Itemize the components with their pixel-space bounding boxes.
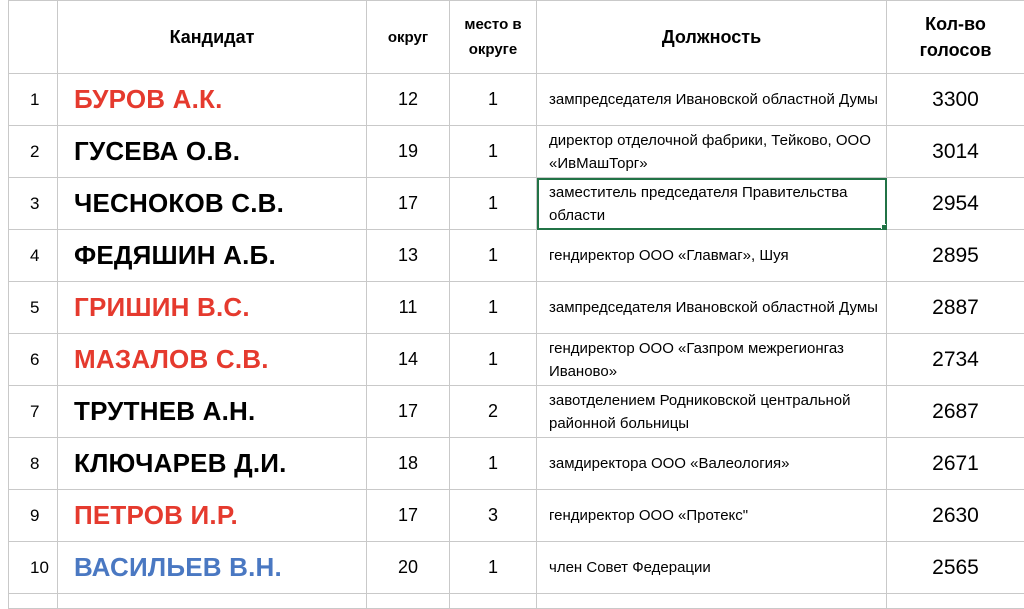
- empty-cell[interactable]: [9, 594, 58, 609]
- position-cell[interactable]: гендиректор ООО «Главмаг», Шуя: [537, 230, 887, 282]
- place-cell[interactable]: 1: [450, 126, 537, 178]
- table-row: [9, 282, 1024, 334]
- header-row: [9, 1, 1024, 74]
- table-row: [9, 438, 1024, 490]
- empty-cell[interactable]: [537, 594, 887, 609]
- table-row: [9, 490, 1024, 542]
- district-cell[interactable]: 11: [367, 282, 450, 334]
- row-number-cell[interactable]: 10: [9, 542, 58, 594]
- empty-cell[interactable]: [887, 594, 1024, 609]
- place-cell[interactable]: 1: [450, 542, 537, 594]
- place-cell[interactable]: 3: [450, 490, 537, 542]
- candidate-name-cell[interactable]: ФЕДЯШИН А.Б.: [58, 230, 367, 282]
- table-body: [9, 74, 1024, 609]
- empty-row: [9, 594, 1024, 609]
- candidate-name-cell[interactable]: ВАСИЛЬЕВ В.Н.: [58, 542, 367, 594]
- header-place[interactable]: место в округе: [450, 1, 537, 74]
- candidate-name-cell[interactable]: МАЗАЛОВ С.В.: [58, 334, 367, 386]
- header-district[interactable]: округ: [367, 1, 450, 74]
- row-number-cell[interactable]: 3: [9, 178, 58, 230]
- votes-cell[interactable]: 3300: [887, 74, 1024, 126]
- votes-cell[interactable]: 2630: [887, 490, 1024, 542]
- empty-cell[interactable]: [58, 594, 367, 609]
- votes-cell[interactable]: 2734: [887, 334, 1024, 386]
- candidate-name-cell[interactable]: ГРИШИН В.С.: [58, 282, 367, 334]
- row-number-cell[interactable]: 6: [9, 334, 58, 386]
- votes-cell[interactable]: 2565: [887, 542, 1024, 594]
- row-number-cell[interactable]: 5: [9, 282, 58, 334]
- table-row: [9, 386, 1024, 438]
- table-row: [9, 542, 1024, 594]
- row-number-cell[interactable]: 4: [9, 230, 58, 282]
- district-cell[interactable]: 13: [367, 230, 450, 282]
- position-cell[interactable]: заместитель председателя Правительства области: [537, 178, 887, 230]
- place-cell[interactable]: 1: [450, 438, 537, 490]
- row-number-cell[interactable]: 8: [9, 438, 58, 490]
- votes-cell[interactable]: 2954: [887, 178, 1024, 230]
- place-cell[interactable]: 1: [450, 282, 537, 334]
- empty-cell[interactable]: [367, 594, 450, 609]
- position-cell[interactable]: зампредседателя Ивановской областной Думы: [537, 282, 887, 334]
- table-row: [9, 74, 1024, 126]
- place-cell[interactable]: 1: [450, 230, 537, 282]
- place-cell[interactable]: 1: [450, 178, 537, 230]
- position-cell[interactable]: член Совет Федерации: [537, 542, 887, 594]
- candidate-name-cell[interactable]: ЧЕСНОКОВ С.В.: [58, 178, 367, 230]
- place-cell[interactable]: 2: [450, 386, 537, 438]
- header-candidate[interactable]: Кандидат: [58, 1, 367, 74]
- place-cell[interactable]: 1: [450, 334, 537, 386]
- place-cell[interactable]: 1: [450, 74, 537, 126]
- position-cell[interactable]: гендиректор ООО «Газпром межрегионгаз Иваново»: [537, 334, 887, 386]
- votes-cell[interactable]: 2887: [887, 282, 1024, 334]
- position-cell[interactable]: зампредседателя Ивановской областной Думы: [537, 74, 887, 126]
- candidates-table: [8, 0, 1024, 609]
- fill-handle[interactable]: [881, 224, 887, 230]
- votes-cell[interactable]: 3014: [887, 126, 1024, 178]
- district-cell[interactable]: 20: [367, 542, 450, 594]
- header-num[interactable]: [9, 1, 58, 74]
- table-row: [9, 230, 1024, 282]
- header-votes[interactable]: Кол-во голосов: [887, 1, 1024, 74]
- district-cell[interactable]: 17: [367, 490, 450, 542]
- table-row: [9, 178, 1024, 230]
- row-number-cell[interactable]: 9: [9, 490, 58, 542]
- position-cell[interactable]: замдиректора ООО «Валеология»: [537, 438, 887, 490]
- candidate-name-cell[interactable]: КЛЮЧАРЕВ Д.И.: [58, 438, 367, 490]
- candidate-name-cell[interactable]: ТРУТНЕВ А.Н.: [58, 386, 367, 438]
- district-cell[interactable]: 12: [367, 74, 450, 126]
- district-cell[interactable]: 19: [367, 126, 450, 178]
- table-row: [9, 126, 1024, 178]
- row-number-cell[interactable]: 1: [9, 74, 58, 126]
- district-cell[interactable]: 17: [367, 178, 450, 230]
- votes-cell[interactable]: 2687: [887, 386, 1024, 438]
- position-cell[interactable]: завотделением Родниковской центральной районной больницы: [537, 386, 887, 438]
- district-cell[interactable]: 17: [367, 386, 450, 438]
- empty-cell[interactable]: [450, 594, 537, 609]
- row-number-cell[interactable]: 7: [9, 386, 58, 438]
- position-cell[interactable]: гендиректор ООО «Протекс": [537, 490, 887, 542]
- district-cell[interactable]: 14: [367, 334, 450, 386]
- candidate-name-cell[interactable]: БУРОВ А.К.: [58, 74, 367, 126]
- votes-cell[interactable]: 2895: [887, 230, 1024, 282]
- header-position[interactable]: Должность: [537, 1, 887, 74]
- district-cell[interactable]: 18: [367, 438, 450, 490]
- row-number-cell[interactable]: 2: [9, 126, 58, 178]
- position-cell[interactable]: директор отделочной фабрики, Тейково, ООО «ИвМашТорг»: [537, 126, 887, 178]
- candidate-name-cell[interactable]: ГУСЕВА О.В.: [58, 126, 367, 178]
- table-row: [9, 334, 1024, 386]
- votes-cell[interactable]: 2671: [887, 438, 1024, 490]
- candidate-name-cell[interactable]: ПЕТРОВ И.Р.: [58, 490, 367, 542]
